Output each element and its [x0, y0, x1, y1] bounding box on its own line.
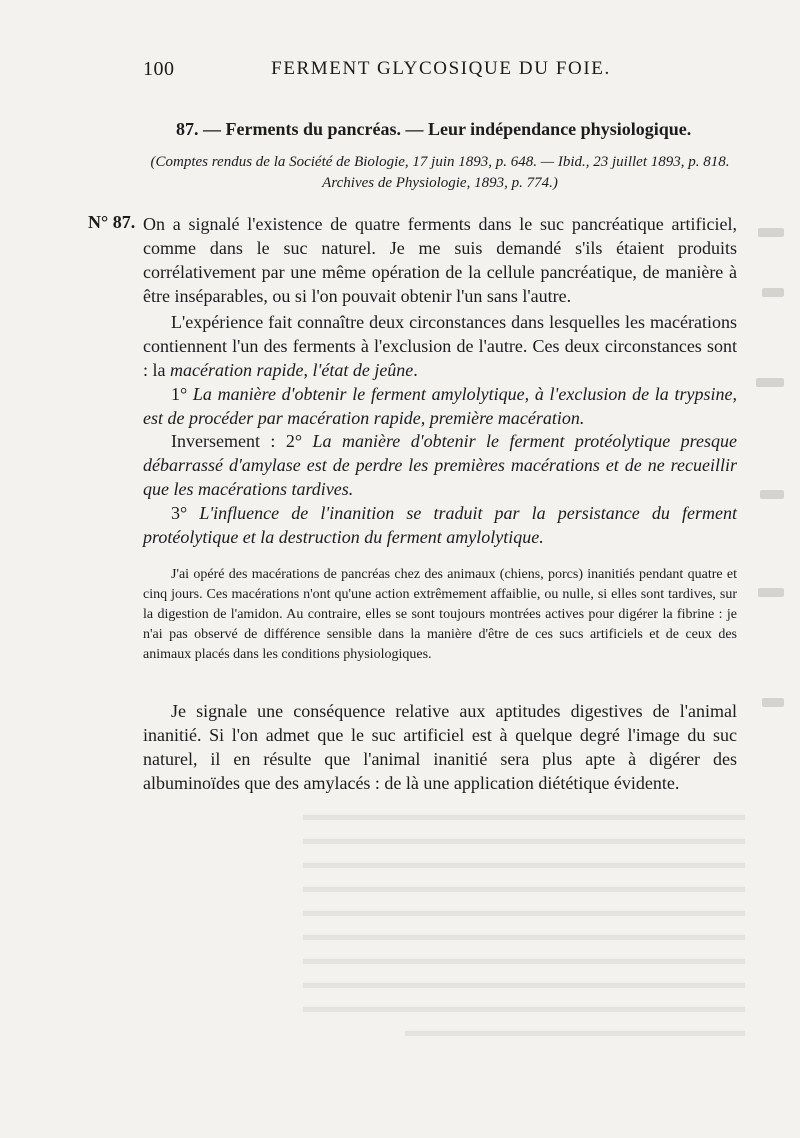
margin-show-through [752, 228, 792, 728]
paragraph-text: 3° [171, 503, 200, 523]
paragraph-text: Inversement : 2° [171, 431, 313, 451]
citation-line: Archives de Physiologie, 1893, p. 774.) [322, 175, 558, 191]
page-header [143, 58, 739, 86]
show-through-texture: ▬▬▬▬▬▬▬▬▬▬▬▬▬▬▬▬▬▬▬▬▬▬▬▬▬▬ ▬▬▬▬▬▬▬▬▬▬▬▬▬▬▬▬▬▬▬▬▬▬▬▬▬▬ ▬▬▬▬▬▬▬▬▬▬▬▬▬▬▬▬▬▬▬▬▬▬▬▬▬▬ ▬▬▬▬▬▬▬▬▬▬▬▬▬▬▬▬▬▬▬▬▬▬▬▬▬▬ ▬▬▬▬▬▬▬▬▬▬▬▬▬▬▬▬▬▬▬▬▬▬▬▬▬▬ ▬▬▬▬▬▬▬▬▬▬▬▬▬▬▬▬▬▬▬▬▬▬▬▬▬▬ ▬▬▬▬▬▬▬▬▬▬▬▬▬▬▬▬▬▬▬▬▬▬▬▬▬▬ ▬▬▬▬▬▬▬▬▬▬▬▬▬▬▬▬▬▬▬▬▬▬▬▬▬▬ ▬▬▬▬▬▬▬▬▬▬▬▬▬▬▬▬▬▬▬▬▬▬▬▬▬▬ ▬▬▬▬▬▬▬▬▬▬▬▬▬▬▬▬▬▬▬▬ [303, 805, 745, 1040]
paragraph-text: 1° [171, 384, 193, 404]
paragraph-text: , [303, 360, 313, 380]
emphasis: La manière d'obtenir le ferment protéolytique presque débarrassé d'amylase est de perdre les premières macérations et de ne recueillir que les macérations tardives. [143, 431, 737, 499]
paragraph-text: . [413, 360, 418, 380]
running-title: FERMENT GLYCOSIQUE DU FOIE. [271, 58, 611, 79]
paragraph-text: L'expérience fait connaître deux circonstances dans lesquelles les macérations contiennent l'un des ferments à l'exclusion de l'autre. Ces deux circonstances sont : la [143, 312, 737, 380]
paragraph [143, 310, 737, 382]
citation [143, 152, 737, 194]
paragraph: On a signalé l'existence de quatre ferments dans le suc pancréatique artificiel, comme dans le suc naturel. Je me suis demandé s'ils étaient produits corrélativement par une même opération de la cellule pancréatique, de manière à être inséparables, ou si l'on pouvait obtenir l'un sans l'autre. [143, 214, 737, 306]
paragraph [143, 429, 737, 501]
paragraph: Je signale une conséquence relative aux aptitudes digestives de l'animal inanitié. Si l'on admet que le suc artificiel est à quelque degré l'image du suc naturel, il en résulte que l'animal inanitié sera plus apte à digérer des albuminoïdes que des amylacés : de là une application diététique évidente. [143, 701, 737, 793]
page-number: 100 [143, 58, 175, 80]
paragraph [143, 501, 737, 549]
emphasis: La manière d'obtenir le ferment amylolytique, à l'exclusion de la trypsine, est de procéder par macération rapide, première macération. [143, 384, 737, 428]
emphasis: l'état de jeûne [312, 360, 414, 380]
citation-line: (Comptes rendus de la Société de Biologie, 17 juin 1893, p. 648. — Ibid., 23 juillet 1893, p. 818. [150, 154, 730, 170]
emphasis: L'influence de l'inanition se traduit par la persistance du ferment protéolytique et la destruction du ferment amylolytique. [143, 503, 737, 547]
small-print-paragraph: J'ai opéré des macérations de pancréas chez des animaux (chiens, porcs) inanitiés pendant quatre et cinq jours. Ces macérations n'ont qu'une action extrêmement affaiblie, ou nulle, si elles sont tardives, sur la digestion de l'amidon. Au contraire, elles se sont toujours montrées actives pour digérer la fibrine : je n'ai pas observé de différence sensible dans la manière d'être de ces sucs artificiels et de ceux des animaux placés dans les conditions physiologiques. [143, 567, 737, 662]
paragraph [143, 382, 737, 430]
entry-number: N° 87. [88, 212, 136, 232]
emphasis: macération rapide [170, 360, 304, 380]
section-heading: 87. — Ferments du pancréas. — Leur indépendance physiologique. [176, 119, 692, 139]
